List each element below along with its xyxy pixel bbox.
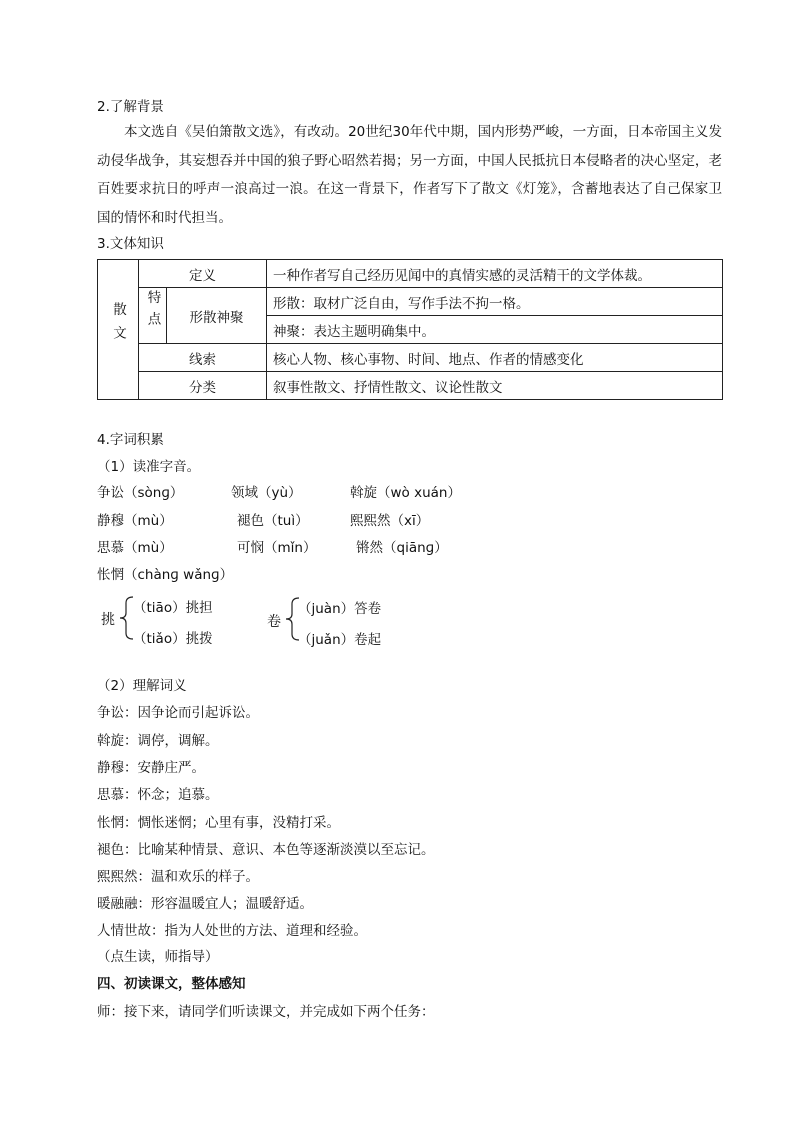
definition-value: 一种作者写自己经历见闻中的真情实感的灵活精干的文学体裁。: [267, 260, 723, 288]
types-value: 叙事性散文、抒情性散文、议论性散文: [267, 372, 723, 400]
meaning-item: 思慕：怀念；追慕。: [97, 787, 219, 803]
genre-heading: 3.文体知识: [97, 236, 164, 252]
pron-item: 可悯（mǐn）: [237, 540, 317, 556]
feature-cell: [139, 288, 167, 344]
poly-reading: （tiāo）挑担: [133, 600, 213, 616]
meaning-item: 人情世故：指为人处世的方法、道理和经验。: [97, 923, 367, 939]
pron-item: 领域（yù）: [231, 485, 302, 501]
meaning-item: 怅惘：惆怅迷惘；心里有事，没精打采。: [97, 815, 340, 831]
poly-reading: （tiǎo）挑拨: [133, 631, 213, 647]
meaning-item: 熙熙然：温和欢乐的样子。: [97, 869, 259, 885]
clue-label: 线索: [139, 344, 267, 372]
background-heading: 2.了解背景: [97, 99, 164, 115]
clue-value: 核心人物、核心事物、时间、地点、作者的情感变化: [267, 344, 723, 372]
background-paragraph: 本文选自《吴伯箫散文选》，有改动。20世纪30年代中期，国内形势严峻，一方面，日本帝国主义发动侵华战争，其妄想吞并中国的狼子野心昭然若揭；另一方面，中国人民抵抗日本侵略者的决心坚定，老百姓要求抗日的呼声一浪高过一浪。在这一背景下，作者写下了散文《灯笼》，含蓄地表达了自己保家卫国的情怀和时代担当。: [97, 124, 722, 226]
category-cell: [98, 260, 139, 400]
pron-heading: （1）读准字音。: [97, 459, 201, 475]
meaning-heading: （2）理解词义: [97, 678, 187, 694]
meaning-item: 暖融融：形容温暖宜人；温暖舒适。: [97, 896, 313, 912]
meaning-item: 静穆：安静庄严。: [97, 760, 205, 776]
table-row: [98, 260, 723, 288]
vocab-note: （点生读，师指导）: [97, 949, 219, 965]
feature-value-1: 形散：取材广泛自由，写作手法不拘一格。: [267, 288, 723, 316]
poly-char: 卷: [267, 614, 281, 630]
pron-item: 褪色（tuì）: [237, 513, 309, 529]
pron-item: 熙熙然（xī）: [350, 513, 430, 529]
types-label: 分类: [139, 372, 267, 400]
table-row: [98, 344, 723, 372]
poly-reading: （juàn）答卷: [298, 601, 382, 617]
meaning-item: 争讼：因争论而引起诉讼。: [97, 705, 259, 721]
poly-char: 挑: [101, 612, 115, 628]
pron-item: 争讼（sònɡ）: [97, 485, 184, 501]
definition-label: 定义: [139, 260, 267, 288]
section-instruction: 师：接下来，请同学们听读课文，并完成如下两个任务：: [97, 1004, 435, 1020]
pron-item: 静穆（mù）: [97, 513, 173, 529]
feature-sublabel: 形散神聚: [167, 288, 267, 344]
section-heading: 四、初读课文，整体感知: [97, 976, 246, 992]
pron-item: 锵然（qiānɡ）: [356, 540, 448, 556]
table-row: [98, 372, 723, 400]
poly-reading: （juǎn）卷起: [298, 632, 382, 648]
table-row: [98, 288, 723, 316]
meaning-item: 褪色：比喻某种情景、意识、本色等逐渐淡漠以至忘记。: [97, 842, 435, 858]
pron-item: 斡旋（wò xuán）: [350, 485, 461, 501]
pron-item: 思慕（mù）: [97, 540, 173, 556]
pron-item: 怅惘（chànɡ wǎnɡ）: [97, 567, 234, 583]
feature-label: 特点: [144, 290, 161, 333]
feature-value-2: 神聚：表达主题明确集中。: [267, 316, 723, 344]
vocab-heading: 4.字词积累: [97, 432, 164, 448]
category-label: 散文: [110, 302, 126, 349]
genre-table: [97, 259, 723, 400]
meaning-item: 斡旋：调停，调解。: [97, 733, 219, 749]
